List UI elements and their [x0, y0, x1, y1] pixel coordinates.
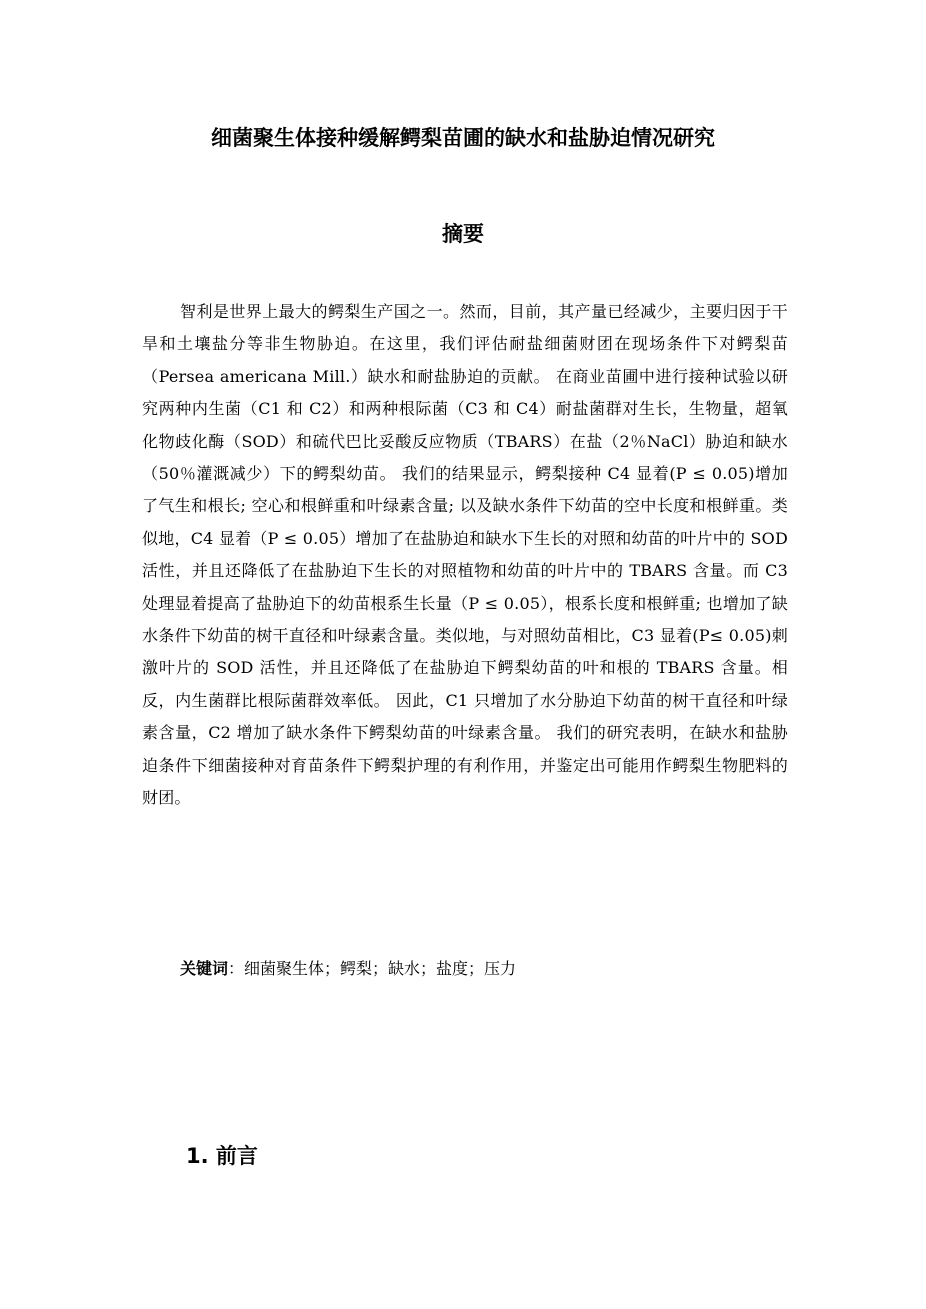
keywords-separator: ： [228, 959, 245, 978]
keywords-line [180, 953, 516, 985]
paper-title: 细菌聚生体接种缓解鳄梨苗圃的缺水和盐胁迫情况研究 [211, 126, 715, 150]
keywords-label: 关键词 [180, 959, 229, 978]
keywords-text: 细菌聚生体；鳄梨；缺水；盐度；压力 [244, 959, 517, 978]
abstract-body: 智利是世界上最大的鳄梨生产国之一。然而，目前，其产量已经减少，主要归因于干旱和土壤盐分等非生物胁迫。在这里，我们评估耐盐细菌财团在现场条件下对鳄梨苗（Persea americana Mill.）缺水和耐盐胁迫的贡献。 在商业苗圃中进行接种试验以研究两种内生菌（C1 和 C2）和两种根际菌（C3 和 C4）耐盐菌群对生长，生物量，超氧化物歧化酶（SOD）和硫代巴比妥酸反应物质（TBARS）在盐（2％NaCl）胁迫和缺水（50％灌溉减少）下的鳄梨幼苗。 我们的结果显示，鳄梨接种 C4 显着(P ≤ 0.05)增加了气生和根长; 空心和根鲜重和叶绿素含量; 以及缺水条件下幼苗的空中长度和根鲜重。类似地，C4 显着（P ≤ 0.05）增加了在盐胁迫和缺水下生长的对照和幼苗的叶片中的 SOD 活性，并且还降低了在盐胁迫下生长的对照植物和幼苗的叶片中的 TBARS 含量。而 C3 处理显着提高了盐胁迫下的幼苗根系生长量（P ≤ 0.05），根系长度和根鲜重; 也增加了缺水条件下幼苗的树干直径和叶绿素含量。类似地，与对照幼苗相比，C3 显着(P≤ 0.05)刺激叶片的 SOD 活性，并且还降低了在盐胁迫下鳄梨幼苗的叶和根的 TBARS 含量。相反，内生菌群比根际菌群效率低。 因此，C1 只增加了水分胁迫下幼苗的树干直径和叶绿素含量，C2 增加了缺水条件下鳄梨幼苗的叶绿素含量。 我们的研究表明，在缺水和盐胁迫条件下细菌接种对育苗条件下鳄梨护理的有利作用，并鉴定出可能用作鳄梨生物肥料的财团。 [142, 302, 788, 808]
section-heading-introduction: 1. 前言 [186, 1144, 258, 1168]
abstract-heading: 摘要 [442, 222, 484, 246]
